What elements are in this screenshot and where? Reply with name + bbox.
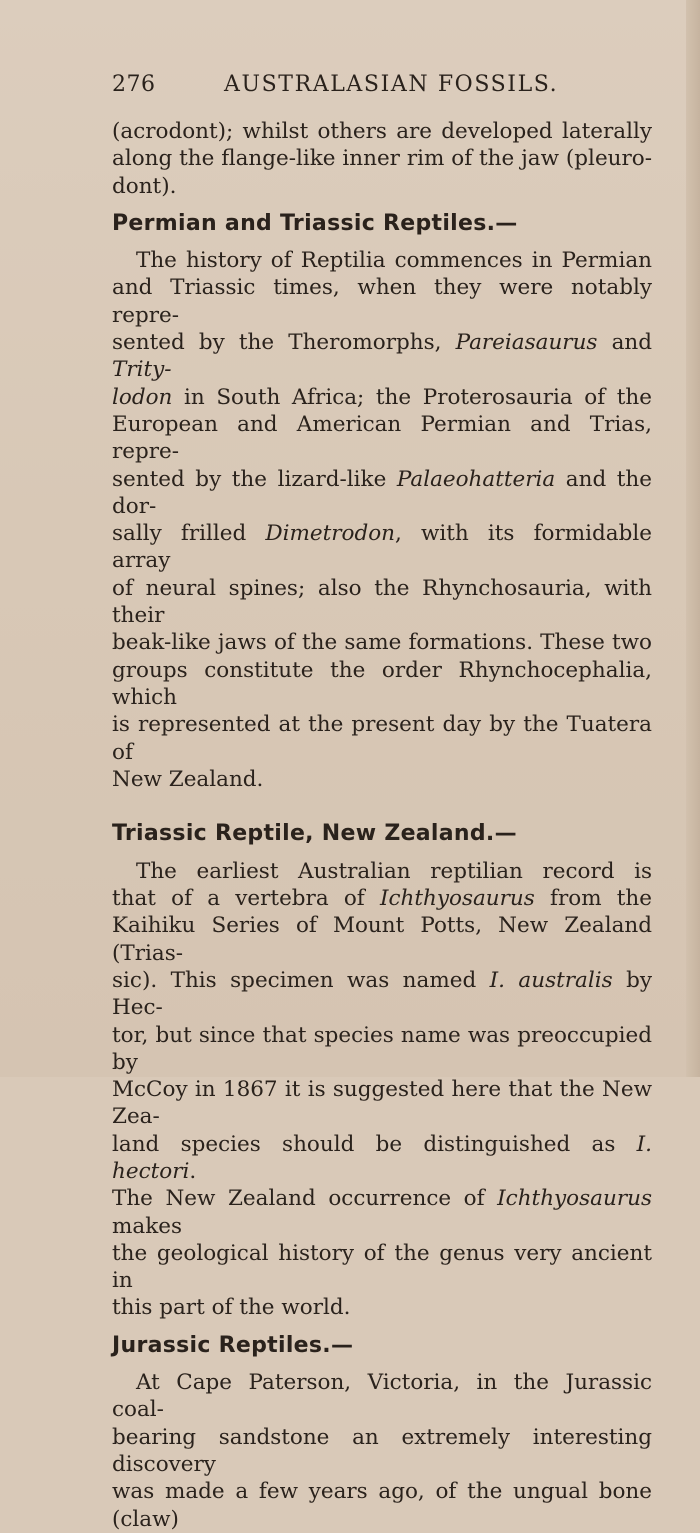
text-line: tor, but since that species name was preoccupied by [112,1022,652,1075]
text-line: lodon in South Africa; the Proterosauria of the [112,384,652,410]
taxon-name: Ichthyosaurus [497,1186,652,1212]
body-text [112,118,652,1533]
text-line: along the flange-like inner rim of the jaw (pleuro- [112,146,652,172]
text-line: Kaihiku Series of Mount Potts, New Zealand (Trias- [112,913,652,966]
text-line: and Triassic times, when they were notably repre- [112,275,652,328]
text-line: of neural spines; also the Rhynchosauria, with their [112,575,652,629]
text-line: dont). [112,173,177,199]
text-line: was made a few years ago, of the ungual bone (claw) [112,1479,652,1532]
text-line: land species should be distinguished as I. hectori. [112,1131,652,1184]
text-line: European and American Permian and Trias, repre- [112,411,652,465]
text-line: sic). This specimen was named I. australis by Hec- [112,967,652,1021]
text-line: sally frilled Dimetrodon, with its formidable array [112,521,652,574]
running-header [112,72,652,97]
page-number: 276 [112,72,156,97]
text-line: McCoy in 1867 it is suggested here that the New Zea- [112,1077,652,1130]
taxon-name: lodon [112,384,173,410]
taxon-name: Palaeohatteria [396,466,556,492]
text-line: (acrodont); whilst others are developed laterally [112,119,652,144]
text-line: that of a vertebra of Ichthyosaurus from the [112,886,653,912]
text-line: bearing sandstone an extremely interesting discovery [112,1424,652,1477]
taxon-name: Dimetrodon [265,521,396,547]
text-line: the geological history of the genus very ancient in [112,1240,652,1294]
text-line: groups constitute the order Rhynchocephalia, which [112,657,652,710]
text-line: The New Zealand occurrence of Ichthyosaurus makes [112,1186,652,1239]
text-line: The history of Reptilia commences in Permian [136,248,652,274]
running-title: AUSTRALASIAN FOSSILS. [224,72,559,97]
taxon-name: Pareiasaurus [455,330,598,356]
text-line: this part of the world. [112,1295,351,1321]
taxon-name: Trity- [112,357,172,383]
section-heading-permian-triassic: Permian and Triassic Reptiles.— [112,210,518,236]
taxon-name: Ichthyosaurus [379,886,535,912]
text-line: is represented at the present day by the Tuatera of [112,712,652,765]
text-line: New Zealand. [112,766,264,792]
text-line: At Cape Paterson, Victoria, in the Jurassic coal- [112,1370,652,1423]
section-heading-jurassic: Jurassic Reptiles.— [112,1332,354,1358]
text-line: beak-like jaws of the same formations. These two [112,630,652,656]
text-line: sented by the Theromorphs, Pareiasaurus and Trity- [112,330,653,383]
taxon-name: I. australis [489,967,613,993]
text-line: The earliest Australian reptilian record is [136,858,652,884]
text-line: sented by the lizard-like Palaeohatteria and the dor- [112,466,652,519]
section-heading-triassic-nz: Triassic Reptile, New Zealand.— [112,821,517,847]
taxon-name: I. hectori [112,1131,652,1184]
page-edge [686,0,700,1077]
